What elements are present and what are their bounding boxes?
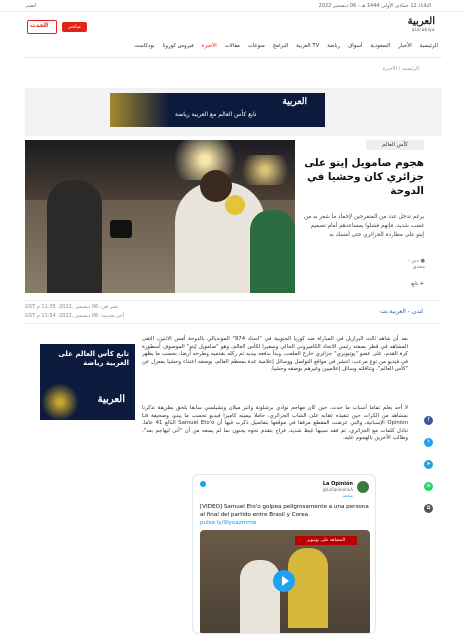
- side-ad-text: تابع كأس العالم على العربية رياضة: [58, 350, 129, 367]
- side-ad[interactable]: [40, 344, 135, 420]
- nav-item[interactable]: منوعات: [247, 43, 265, 49]
- hero-person-green: [250, 210, 295, 293]
- hero-person-yellow: [225, 195, 245, 215]
- tweet-video[interactable]: [200, 530, 370, 634]
- publisher-line: لندن - العربية.نت: [379, 308, 423, 315]
- tweet-author-handle[interactable]: @LaOpinionLA: [322, 487, 353, 492]
- ad-text: تابع كأس العالم مع العربية رياضة: [175, 111, 257, 118]
- copy-link-button[interactable]: [424, 504, 433, 513]
- telegram-share-button[interactable]: [424, 460, 433, 469]
- whatsapp-share-button[interactable]: [424, 482, 433, 491]
- meta-divider: [25, 323, 442, 324]
- category-tag[interactable]: كأس العالم: [366, 140, 424, 150]
- ad-trophy-glow: [110, 93, 170, 127]
- tweet-avatar: [357, 481, 369, 493]
- nav-item[interactable]: الأخبار: [398, 43, 412, 49]
- main-nav: [24, 43, 442, 55]
- plus-icon: +: [418, 281, 424, 287]
- meta-divider: [25, 300, 442, 301]
- nav-item[interactable]: العربية TV: [296, 43, 320, 49]
- breadcrumb[interactable]: الرئيسية / الأخيرة: [382, 66, 419, 72]
- camera-icon: [110, 220, 132, 238]
- ad-creative: [110, 93, 325, 127]
- alhadath-label: الحدث: [30, 22, 49, 29]
- hero-person-cameraman: [47, 180, 102, 293]
- nav-divider: [24, 57, 442, 58]
- current-date: الثلاثاء 12 جمادى الأولى 1444 هـ - 06 ديسمبر 2022: [318, 3, 431, 9]
- nav-item[interactable]: فيروس كورونا: [162, 43, 194, 49]
- live-button[interactable]: مباشر: [62, 22, 87, 32]
- top-bar: [0, 0, 463, 12]
- copy-link-icon: ⧉: [426, 505, 431, 511]
- nav-item[interactable]: بودكاست: [134, 43, 155, 49]
- logo-arabic: العربية: [407, 16, 435, 27]
- ad-brand: العربية: [282, 97, 307, 107]
- alhadath-logo[interactable]: [27, 20, 57, 34]
- tweet-author-name[interactable]: La Opinión: [322, 481, 353, 487]
- whatsapp-icon: w: [426, 483, 431, 489]
- nav-item[interactable]: أسواق: [348, 43, 363, 49]
- published-date: نشر في: 06 ديسمبر ,2022: 11:35 م GST: [25, 304, 119, 310]
- nav-item[interactable]: رياضة: [327, 43, 341, 49]
- hero-image[interactable]: [25, 140, 295, 293]
- site-logo[interactable]: [403, 16, 435, 36]
- nav-item[interactable]: الرئيسية: [419, 43, 438, 49]
- nav-item[interactable]: الأخيرة: [201, 43, 217, 49]
- video-person-yellow: [288, 548, 328, 628]
- logo-latin: alarabiya: [411, 27, 435, 32]
- twitter-bird-icon: [200, 481, 206, 487]
- image-source-text: دبي - مجدي: [407, 258, 425, 270]
- article-paragraph: لا أحد يعلم تماما أسباب ما حدث، حين كان مهاجم نوادي برشلونة وانتر ميلان وتشيلسي سابقا يلحق بطريقة تذكرنا بمشاهد من الكرات حين تنفيذه عقابه على الشاب الجزائري، حاملا بيمينه كاميرا فيديو تحسب ما يبدو، وصحيفة La Opinion الإسبانية، والتي عرضت المقطع مرفقا في موقعها بتفاصيل ذكرت فيها أن Samuel Eto'o البالغ 41 عاما، تبادل كلمات مع الجزائري، ثم فقد سببها غيظ شديد، فراح يتقدم نحوه بجنون بما لم يمنعه من أن "أتى ليهاجم بعد"، وطالب الآخرين بالهجوم عليه.: [142, 405, 408, 442]
- login-link[interactable]: انضم: [26, 3, 37, 9]
- article-paragraph: بعد أن شاهد ثالث البرازيل في المباراة ضد كوريا الجنوبية في "استاد 974" المونديالي بالدوحة أمس الاثنين، التقى المشاهد في قطر بصفته رئيس الاتحاد الكاميروني الحالي وسفيرا لكأس العالم، وهو "صامويل إيتو" الموصوف أسطورة كرة القدم، على عضو "يوتيوبري" جزائري خارج الملعب، وبدأ بدفعه بيديه ثم ركله بقدميه وطرحه أرضا، بحسب ما يظهر في فيديو من نوع مرعب، انتشر في مواقع التواصل ووسائل إعلامية عدة بمعظم العالم، بوصفه اعتداء وحشيا بمعزل عن "كأس العالم"، وتناقلته وسائل إعلاميين وغيرهم بوصفه وحشيا.: [142, 336, 408, 373]
- embedded-tweet[interactable]: [192, 474, 376, 634]
- updated-date: آخر تحديث: 06 ديسمبر ,2022: 11:54 م GST: [25, 313, 124, 319]
- facebook-icon: f: [427, 417, 430, 423]
- play-icon[interactable]: [273, 570, 295, 592]
- video-caption-badge: المشاهد على يوتيوبر: [295, 536, 357, 545]
- tweet-follow-link[interactable]: متابعة: [342, 493, 353, 498]
- article-summary: برغم تدخل عدد من المتفرجين لإخماد ما شعر به من غضب شديد، فإنهم فشلوا بمساعدهم أمام تصميم إيتو على مطاردة الجزائري حتى أمسك به: [303, 214, 424, 238]
- twitter-icon: t: [427, 439, 430, 445]
- tweet-text: [VIDEO] Samuel Eto'o golpea peligrosamente a una persona al final del partido entre Brasil y Corea: [200, 504, 369, 518]
- nav-item[interactable]: السعودية: [370, 43, 391, 49]
- image-source: [395, 258, 425, 270]
- nav-item[interactable]: البرامج: [272, 43, 289, 49]
- follow-label: تابع: [411, 281, 419, 287]
- nav-item[interactable]: مقالات: [224, 43, 240, 49]
- hero-light: [235, 155, 295, 185]
- side-ad-glow: [40, 384, 80, 420]
- tweet-link[interactable]: pulse.ly/9lyoazmrrw: [200, 520, 257, 526]
- follow-button[interactable]: [388, 281, 424, 291]
- side-ad-brand: العربية: [97, 394, 125, 405]
- article-headline: هجوم صامويل إيتو على جزائري كان وحشيا في الدوحة: [304, 157, 424, 197]
- video-person-white: [240, 560, 280, 634]
- top-ad-banner[interactable]: [25, 88, 442, 136]
- twitter-share-button[interactable]: [424, 438, 433, 447]
- location-icon: ●: [419, 258, 425, 264]
- facebook-share-button[interactable]: [424, 416, 433, 425]
- telegram-icon: ➤: [426, 461, 431, 467]
